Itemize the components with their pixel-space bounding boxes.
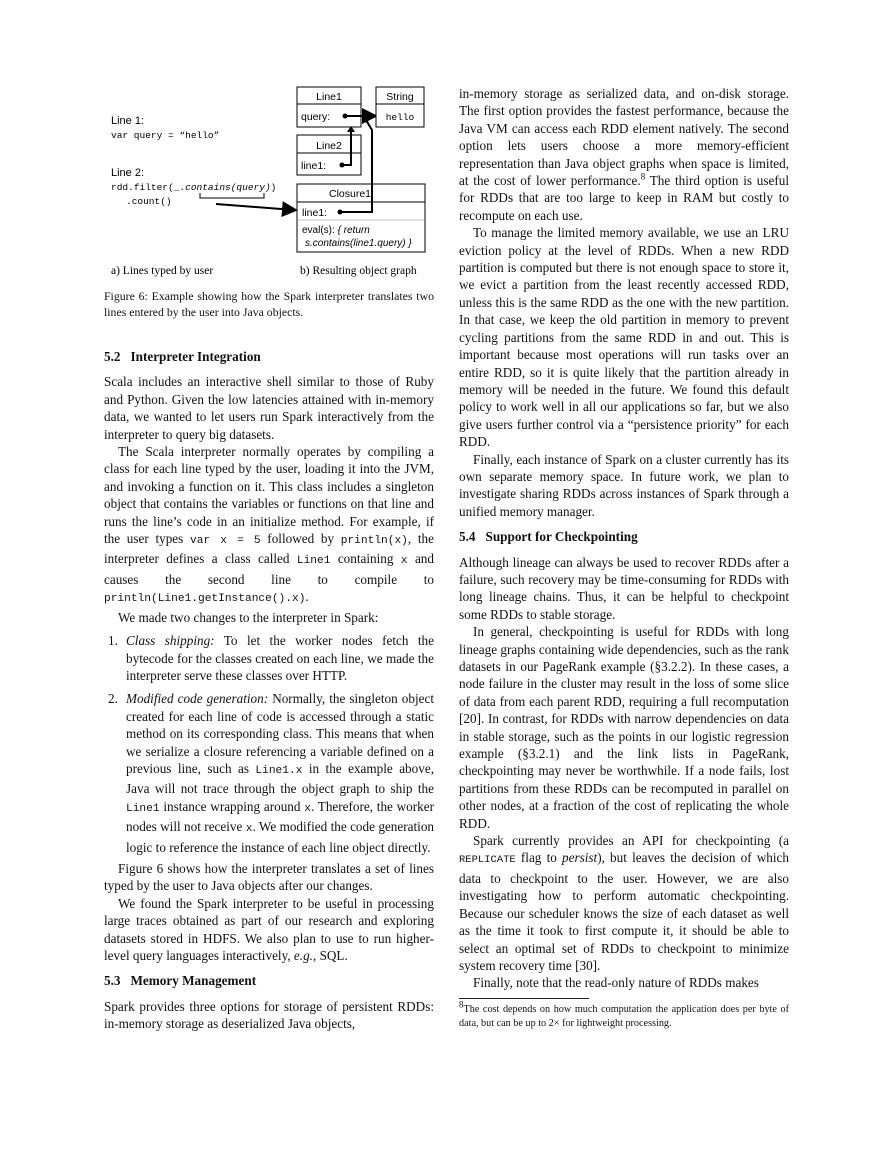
section-title: Memory Management [130, 973, 257, 989]
subcaption-b: b) Resulting object graph [300, 265, 417, 277]
figure-6-caption: Figure 6: Example showing how the Spark interpreter translates two lines entered by the user into Java objects. [104, 289, 434, 319]
code-run: Line1 [296, 555, 331, 568]
paragraph [104, 443, 434, 609]
code-run: Line1 [126, 802, 160, 815]
paragraph [104, 895, 434, 965]
code-run: x [245, 823, 253, 836]
paragraph: Figure 6 shows how the interpreter translates a set of lines typed by the user to Java objects after our changes. [104, 860, 434, 894]
list-item [104, 690, 434, 856]
subcaption-a: a) Lines typed by user [111, 265, 214, 277]
closure-arrow [216, 204, 294, 210]
section-5-3-heading [104, 972, 434, 989]
figure-6 [104, 80, 444, 280]
text-run: The Scala interpreter normally operates by compiling a class for each line typed by the user, loading it into the JVM, and invoking a function on it. This class includes a singleton object that contains the variables or functions on that line and runs the line’s code in an initialize method. For example, if the user types [104, 444, 434, 547]
code-run: x [400, 555, 408, 568]
list-item-head: Modified code generation: [126, 691, 269, 707]
text-run: ), but leaves the decision of which data to checkpoint to the user. However, we are also investigating how to perform automatic checkpointing. Because our scheduler knows the size of each dataset as well as the time it took to first compute it, it should be able to select an optimal set of RDDs to checkpoint to minimize system recovery time [30]. [459, 850, 790, 973]
text-run: in the example above, Java will not trace through the object graph to ship the [126, 760, 434, 797]
text-run: followed by [260, 531, 341, 547]
paragraph: To manage the limited memory available, we use an LRU eviction policy at the level of RDDs. When a new RDD partition is computed but there is not enough space to store it, we evict a partition from the least recently accessed RDD, unless this is the same RDD as the one with the new partition. In that case, we keep the old partition in memory to prevent cycling partitions from the same RDD in and out. This is important because most operations will run tasks over an entire RDD, so it is quite likely that the partition already in memory will be needed in the future. We found this default policy to work well in all our applications so far, but we also give users further control via a “persistence priority” for each RDD. [459, 225, 789, 450]
paragraph: Scala includes an interactive shell similar to those of Ruby and Python. Given the low latencies attained with in-memory data, we wanted to let users run Spark interactively from the interpreter to query big datasets. [104, 374, 434, 442]
right-column [459, 85, 789, 1031]
section-number: 5.3 [104, 973, 121, 989]
list-marker: 2. [108, 691, 118, 707]
paragraph: Finally, each instance of Spark on a cluster currently has its own separate memory space. In future work, we plan to investigate sharing RDDs across instances of Spark through a unified memory manager. [459, 451, 789, 519]
text-run: The third option is useful for RDDs that are too large to keep in RAM but costly to recompute on each use. [459, 173, 789, 223]
text-run: . We modified the code generation logic to reference the instance of each line object directly. [126, 819, 435, 855]
line1-box-title: Line1 [316, 91, 342, 103]
text-run: We found the Spark interpreter to be useful in processing large traces obtained as part of our research and exploring datasets stored in HDFS. We also plan to use to run higher-level query languages interactively, [104, 895, 434, 963]
section-title: Support for Checkpointing [485, 529, 638, 545]
closure1-eval-a: eval(s): [302, 225, 338, 236]
left-column [104, 288, 434, 1033]
line2-code-a: rdd.filter(_. [111, 182, 186, 193]
text-run: . Therefore, the worker nodes will not receive [126, 798, 435, 835]
paragraph: We made two changes to the interpreter in Spark: [118, 609, 379, 625]
code-run: println(x) [340, 535, 408, 548]
section-number: 5.4 [459, 529, 476, 545]
closure1-box-field: line1: [302, 207, 328, 219]
changes-list [104, 632, 434, 856]
text-run: flag to [515, 850, 563, 866]
closure1-eval [302, 225, 370, 236]
footnote-text: The cost depends on how much computation the application does per byte of data, but can be up to 2× for lightweight processing. [459, 1003, 789, 1029]
section-5-4-heading [459, 528, 789, 545]
text-run: and causes the second line to compile to [104, 551, 434, 587]
text-run: To let the worker nodes fetch the bytecode for the classes created on each line, we made the interpreter serve these classes over HTTP. [126, 633, 434, 683]
line2-code-count: .count() [126, 196, 172, 207]
string-box-value: hello [385, 112, 415, 123]
text-run: e.g., [293, 948, 317, 963]
closure1-box-title: Closure1 [329, 188, 372, 200]
text-run: Normally, the singleton object created for each line of code is accessed through a static method on its corresponding class. This means that when we serialize a closure referencing a variable defined on a previous line, such as [126, 691, 434, 776]
text-run: in-memory storage as serialized data, and on-disk storage. The first option provides the fastest performance, because the Java VM can access each RDD element natively. The second option lets users choose a more memory-efficient representation than Java object graphs when space is limited, at the cost of lower performance. [459, 86, 789, 189]
closure-bracket [200, 193, 264, 198]
section-5-2-heading [104, 348, 434, 365]
paragraph: Finally, note that the read-only nature of RDDs makes [473, 975, 759, 991]
line2-code [111, 182, 276, 193]
closure-arrowhead [362, 116, 369, 123]
object-graph-diagram [104, 80, 444, 280]
footnote [459, 999, 789, 1031]
footnote-ref: 8 [640, 171, 646, 182]
list-marker: 1. [108, 633, 118, 649]
paragraph: Although lineage can always be used to recover RDDs after a failure, such recovery may be time-consuming for RDDs with long lineage chains. Thus, it can be helpful to checkpoint some RDDs to stable storage. [459, 554, 789, 622]
text-run: . [305, 589, 309, 605]
closure1-eval-b: { return [337, 225, 370, 236]
section-title: Interpreter Integration [130, 349, 261, 364]
code-run: Line1.x [255, 764, 303, 777]
list-item-head: Class shipping: [126, 633, 215, 649]
paragraph: In general, checkpointing is useful for RDDs with long lineage graphs containing wide dependencies, such as the rank datasets in our PageRank example (§3.2.2). In these cases, a node failure in the cluster may result in the loss of some slice of data from each parent RDD, requiring a full recomputation [20]. In contrast, for RDDs with narrow dependencies on data in stable storage, such as the points in our logistic regression example (§3.2.1) and the link lists in PageRank, checkpointing may never be worthwhile. If a node fails, lost partitions from these RDDs can be recomputed in parallel on other nodes, at a fraction of the cost of replicating the whole RDD. [459, 624, 789, 831]
paragraph [459, 832, 789, 974]
text-run: , the interpreter defines a class called [104, 531, 434, 567]
code-run: var x = 5 [190, 535, 261, 548]
code-run: x [304, 802, 311, 815]
line1-label: Line 1: [111, 115, 145, 127]
line2-label: Line 2: [111, 167, 145, 179]
string-box-title: String [386, 91, 414, 103]
paragraph [459, 85, 789, 224]
text-run: persist [562, 850, 598, 866]
closure1-eval-c: s.contains(line1.query) } [305, 238, 412, 249]
line1-box-field: query: [301, 111, 331, 123]
code-run: println(Line1.getInstance().x) [104, 593, 306, 606]
paragraph: Spark provides three options for storage of persistent RDDs: in-memory storage as deserialized Java objects, [104, 998, 434, 1032]
line1-code: var query = “hello” [111, 130, 220, 141]
footnote-rule [459, 998, 589, 999]
line2-box-title: Line2 [316, 140, 342, 152]
text-run: containing [330, 551, 401, 567]
text-run: Spark currently provides an API for checkpointing (a [473, 833, 789, 849]
code-run: REPLICATE [459, 854, 516, 867]
list-item [104, 632, 434, 684]
section-number: 5.2 [104, 349, 121, 364]
line2-code-c: ) [270, 182, 277, 193]
line2-box-field: line1: [301, 160, 327, 172]
text-run: instance wrapping around [159, 798, 305, 814]
line2-code-b: contains(query) [185, 182, 271, 193]
footnote-number: 8 [459, 999, 464, 1010]
text-run: SQL. [316, 948, 348, 963]
